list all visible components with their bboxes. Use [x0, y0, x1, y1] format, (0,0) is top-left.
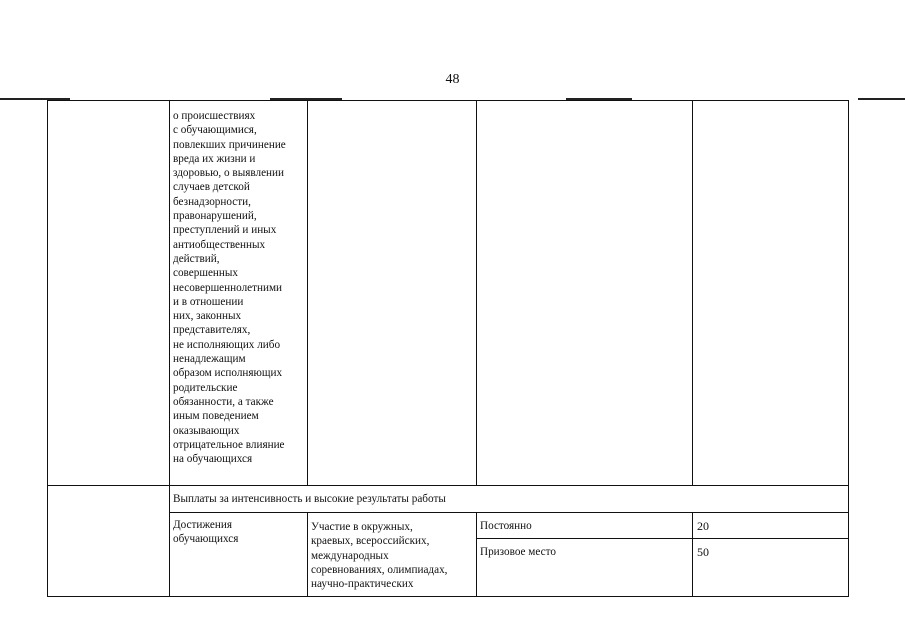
table-border-left — [47, 100, 48, 597]
indicator-cell: Участие в окружных, краевых, всероссийских, международных соревнованиях, олимпиадах, научно-практических — [311, 521, 448, 591]
section-header-top — [47, 485, 849, 486]
condition-cell-prize: Призовое место — [480, 546, 556, 558]
condition-row-divider — [476, 538, 849, 539]
continued-indicator-text: о происшествиях с обучающимися, повлекших причинение вреда их жизни и здоровью, о выявлении случаев детской безнадзорности, правонарушений, преступлений и иных антиобщественных действий, совершенных несовершеннолетними и в отношении них, законных представителях, не исполняющих либо ненадлежащим образом исполняющих родительские обязанности, а также иным поведением оказывающих отрицательное влияние на обучающихся — [173, 110, 286, 466]
col-divider-3-bottom — [476, 512, 477, 597]
section-header-bottom — [169, 512, 849, 513]
page-number: 48 — [445, 72, 460, 87]
section-header-text: Выплаты за интенсивность и высокие результаты работы — [173, 493, 446, 505]
scan-rule-right — [858, 98, 905, 100]
col-divider-2-top — [307, 100, 308, 485]
col-divider-4-bottom — [692, 512, 693, 597]
condition-cell-permanent: Постоянно — [480, 520, 532, 532]
points-cell-permanent: 20 — [697, 519, 709, 533]
col-divider-3-top — [476, 100, 477, 485]
col-divider-2-bottom — [307, 512, 308, 597]
table-border-right — [848, 100, 849, 597]
col-divider-1-bottom — [169, 485, 170, 597]
table-border-top — [47, 100, 849, 101]
points-cell-prize: 50 — [697, 545, 709, 559]
table-border-bottom — [47, 596, 849, 597]
col-divider-1-top — [169, 100, 170, 485]
col-divider-4-top — [692, 100, 693, 485]
criterion-cell: Достижения обучающихся — [173, 519, 239, 546]
